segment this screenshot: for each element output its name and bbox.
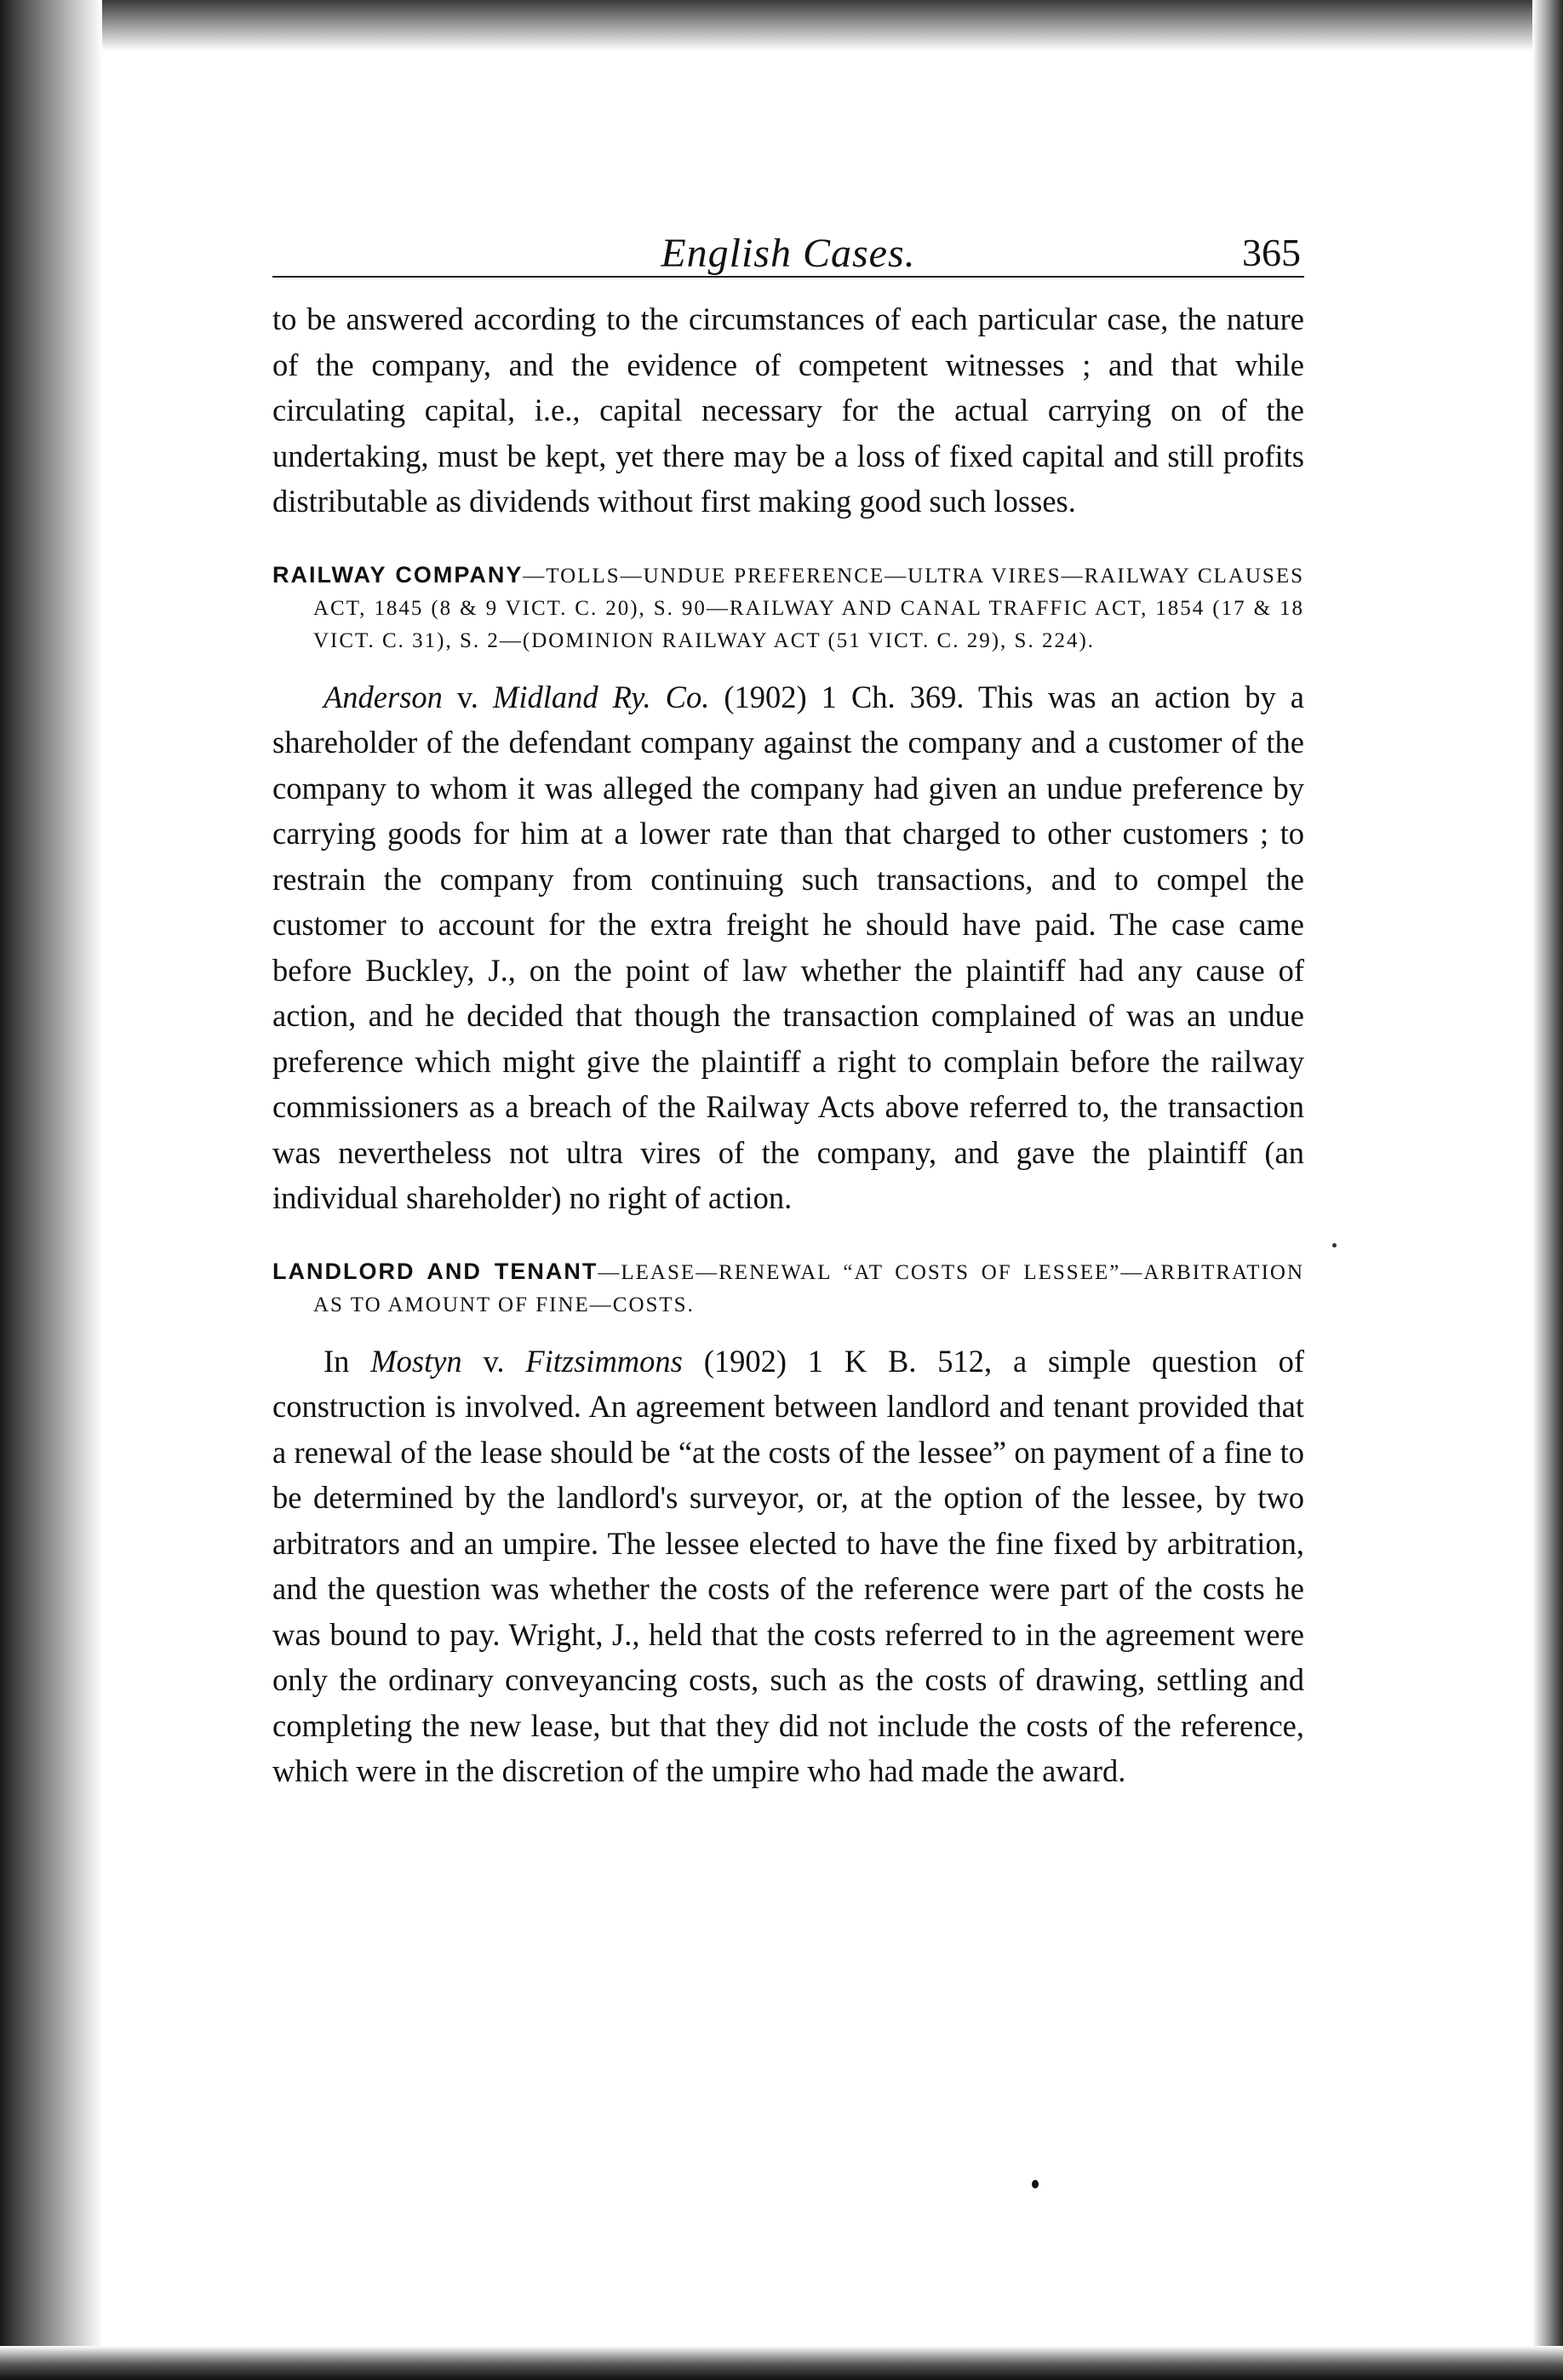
- scan-edge-left: [0, 0, 102, 2380]
- case-party: Midland Ry. Co.: [492, 679, 710, 714]
- case-citation: (1902) 1 Ch. 369.: [724, 679, 965, 714]
- running-head: [272, 204, 1304, 278]
- scan-edge-bottom: [0, 2346, 1563, 2380]
- heading-keyword: RAILWAY COMPANY: [272, 561, 524, 588]
- page-number: 365: [1242, 231, 1301, 274]
- running-head-title: English Cases.: [661, 231, 916, 276]
- versus: v.: [456, 679, 478, 714]
- case-name: Anderson: [323, 679, 443, 714]
- intro-word: In: [323, 1343, 350, 1379]
- heading-keyword: LANDLORD AND TENANT: [272, 1258, 598, 1284]
- paragraph-continued: to be answered according to the circumstances of each particular case, the nature of the company, and the evidence of competent witnesses ; and that while circulating capital, i.e., capital necessary for the actual carrying on of the undertaking, must be kept, yet there may be a loss of fixed capital and still profits distributable as dividends without first making good such losses.: [272, 301, 1304, 519]
- scan-edge-top: [0, 0, 1563, 51]
- case-body: a simple question of construction is involved. An agreement between landlord and tenant provided that a renewal of the lease should be “at the costs of the lessee” on payment of a fine to be determined by the landlord's surveyor, or, at the option of the lessee, by two arbitrators and an umpire. The lessee elected to have the fine fixed by arbitration, and the question was whether the costs of the reference were part of the costs he was bound to pay. Wright, J., held that the costs referred to in the agreement were only the ordinary conveyancing costs, such as the costs of drawing, settling and completing the new lease, but that they did not include the costs of the reference, which were in the discretion of the umpire who had made the award.: [272, 1343, 1305, 1788]
- book-page: [272, 204, 1304, 1794]
- heading-subjects: —LEASE—RENEWAL “AT COSTS OF LESSEE”—ARBITRATION AS TO AMOUNT OF FINE—COSTS.: [313, 1260, 1304, 1316]
- heading-subjects: —TOLLS—UNDUE PREFERENCE—ULTRA VIRES—RAILWAY CLAUSES ACT, 1845 (8 & 9 VICT. C. 20), S. 90—RAILWAY AND CANAL TRAFFIC ACT, 1854 (17 & 18 VICT. C. 31), S. 2—(DOMINION RAILWAY ACT (51 VICT. C. 29), S. 224).: [313, 564, 1304, 652]
- case-party: Fitzsimmons: [525, 1343, 683, 1379]
- section-heading-railway: [272, 559, 1304, 657]
- case-paragraph-anderson: [272, 674, 1304, 1221]
- scan-edge-right: [1532, 0, 1563, 2380]
- case-name: Mostyn: [370, 1343, 462, 1379]
- case-body: This was an action by a shareholder of the defendant company against the company and a customer of the company to whom it was alleged the company had given an undue preference by carrying goods for him at a lower rate than that charged to other customers ; to restrain the company from continuing such transactions, and to compel the customer to account for the extra freight he should have paid. The case came before Buckley, J., on the point of law whether the plaintiff had any cause of action, and he decided that though the transaction complained of was an undue preference which might give the plaintiff a right to complain before the railway commissioners as a breach of the Railway Acts above referred to, the transaction was nevertheless not ultra vires of the company, and gave the plaintiff (an individual shareholder) no right of action.: [272, 679, 1304, 1215]
- versus: v.: [483, 1343, 505, 1379]
- case-paragraph-mostyn: [272, 1339, 1304, 1794]
- signature-mark: [1032, 2180, 1039, 2188]
- section-heading-landlord: [272, 1255, 1304, 1322]
- case-citation: (1902) 1 K B. 512,: [703, 1343, 993, 1379]
- margin-mark: [1332, 1243, 1337, 1247]
